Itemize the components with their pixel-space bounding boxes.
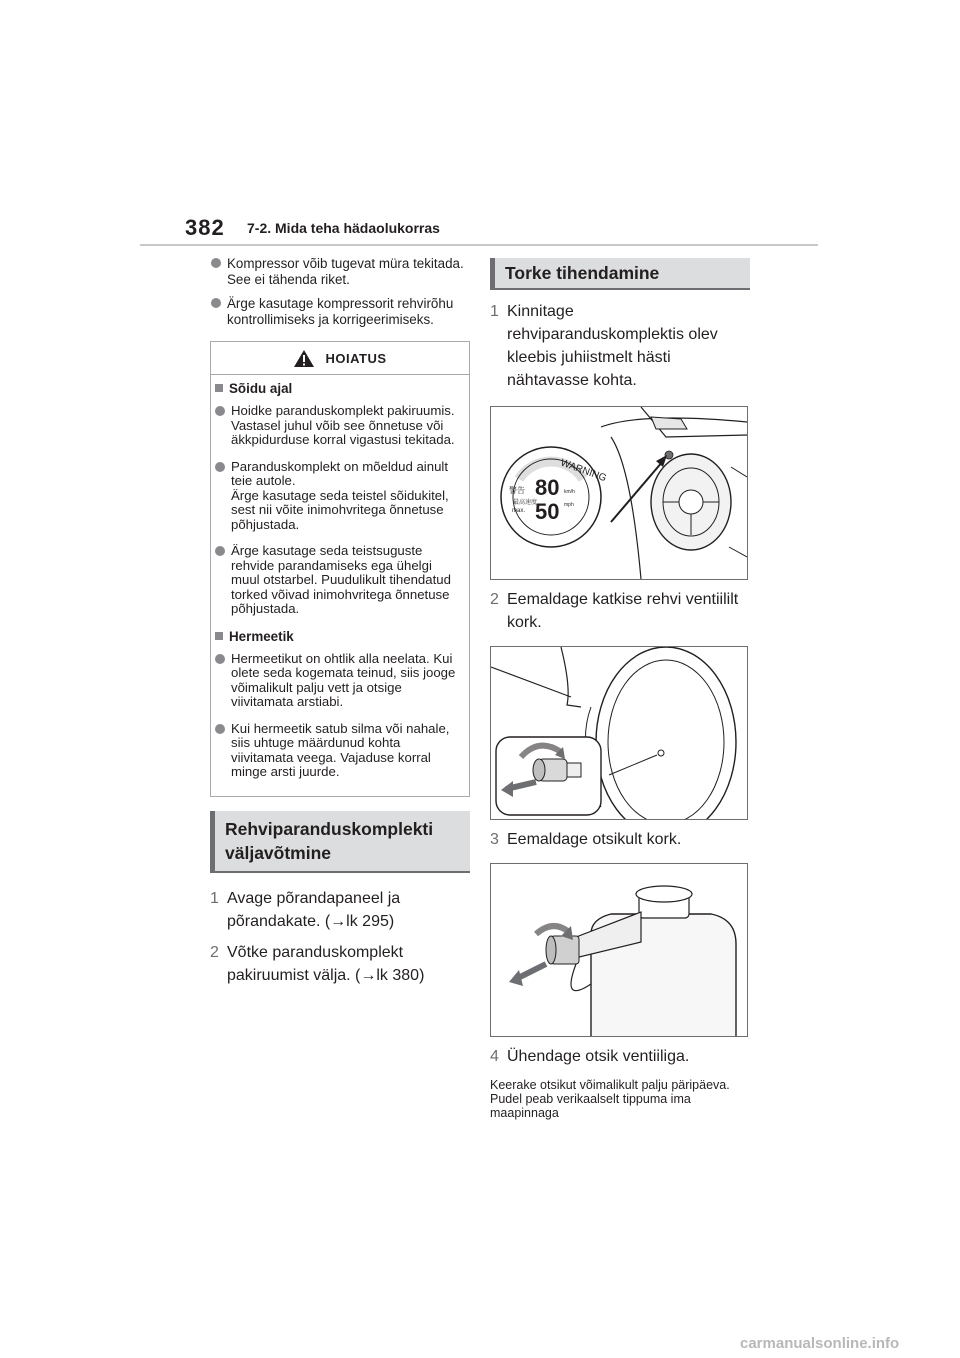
step-text: Eemaldage katkise rehvi ventiililt kork. bbox=[507, 591, 739, 631]
bullet-dot-icon bbox=[215, 406, 225, 416]
warning-item: Hermeetikut on ohtlik alla neelata. Kui olete seda kogemata teinud, siis jooge võimalikult palju vett ja otsige viivitamata arstiabi. bbox=[214, 652, 463, 710]
step bbox=[490, 588, 750, 634]
step bbox=[490, 1045, 750, 1068]
figure-sticker-placement bbox=[490, 406, 748, 580]
bullet-dot-icon bbox=[215, 654, 225, 664]
right-column bbox=[490, 258, 750, 1120]
figure-nozzle-cap bbox=[490, 863, 748, 1037]
warning-subheading: Sõidu ajal bbox=[214, 381, 463, 396]
intro-bullet bbox=[210, 296, 470, 327]
intro-bullet bbox=[210, 256, 470, 287]
section-title: 7-2. Mida teha hädaolukorras bbox=[247, 220, 440, 236]
step-text: Võtke paranduskomplekt pakiruumist välja. (→lk 380) bbox=[227, 943, 425, 984]
step-number: 2 bbox=[490, 591, 499, 608]
square-bullet-icon bbox=[215, 384, 223, 392]
warning-box bbox=[210, 341, 470, 797]
bullet-dot-icon bbox=[215, 546, 225, 556]
square-bullet-icon bbox=[215, 632, 223, 640]
step bbox=[490, 300, 750, 392]
warning-body bbox=[211, 375, 469, 780]
warning-item: Hoidke paranduskomplekt pakiruumis. Vastasel juhul võib see õnnetuse või äkkpidurduse korral vigastusi tekitada. bbox=[214, 404, 463, 448]
bullet-dot-icon bbox=[215, 462, 225, 472]
step-text: Kinnitage rehviparanduskomplektis olev kleebis juhiistmelt hästi nähtavasse kohta. bbox=[507, 303, 718, 389]
step bbox=[210, 887, 470, 933]
sticker-unit-kmh: km/h bbox=[564, 489, 575, 495]
step-number: 1 bbox=[210, 889, 219, 907]
section-heading: Rehviparanduskomplekti väljavõtmine bbox=[210, 811, 470, 873]
step-text: Ühendage otsik ventiiliga. bbox=[507, 1048, 690, 1065]
warning-item: Kui hermeetik satub silma või nahale, siis uhtuge määrdunud kohta viivitamata veega. Vajaduse korral minge arsti juurde. bbox=[214, 722, 463, 780]
step-number: 1 bbox=[490, 303, 499, 320]
sticker-unit-mph: mph bbox=[564, 502, 574, 508]
sticker-max-label: max. bbox=[512, 508, 526, 514]
page-number: 382 bbox=[185, 215, 225, 240]
sticker-illustration bbox=[491, 407, 747, 579]
bullet-dot-icon bbox=[211, 298, 221, 308]
figure-valve-cap bbox=[490, 646, 748, 820]
step-text: Eemaldage otsikult kork. bbox=[507, 831, 682, 848]
watermark: carmanualsonline.info bbox=[740, 1335, 900, 1352]
header-divider bbox=[140, 244, 818, 246]
warning-item: Ärge kasutage seda teistsuguste rehvide parandamiseks ega ühelgi muul otstarbel. Puudulikult tihendatud torked võivad inimohvritega õnnetuse põhjustada. bbox=[214, 544, 463, 617]
sticker-speed-kmh: 80 bbox=[535, 475, 560, 500]
step-note: Keerake otsikut võimalikult palju päripäeva. Pudel peab verikaalselt tippuma ima maapinnaga bbox=[490, 1078, 730, 1120]
warning-title: HOIATUS bbox=[325, 350, 387, 366]
bullet-text: Kompressor võib tugevat müra tekitada. See ei tähenda riket. bbox=[227, 256, 464, 287]
bullet-text: Ärge kasutage kompressorit rehvirõhu kontrollimiseks ja korrigeerimiseks. bbox=[227, 296, 454, 327]
sticker-speed-mph: 50 bbox=[535, 499, 560, 524]
sticker-jp-top: 警告 bbox=[509, 486, 525, 495]
sticker-warning-word: WARNING bbox=[558, 457, 608, 485]
valve-cap-illustration bbox=[491, 647, 747, 819]
bullet-dot-icon bbox=[215, 724, 225, 734]
nozzle-cap-illustration bbox=[491, 864, 747, 1036]
step-number: 2 bbox=[210, 943, 219, 961]
step bbox=[490, 828, 750, 851]
step bbox=[210, 941, 470, 987]
step-number: 4 bbox=[490, 1048, 499, 1065]
sticker-jp-mid: 最高速度 bbox=[513, 499, 538, 506]
left-column bbox=[210, 256, 470, 993]
step-text: Avage põrandapaneel ja põrandakate. (→lk 295) bbox=[227, 889, 401, 930]
section-heading: Torke tihendamine bbox=[490, 258, 750, 290]
step-number: 3 bbox=[490, 831, 499, 848]
warning-header bbox=[211, 342, 469, 375]
warning-subheading: Hermeetik bbox=[214, 629, 463, 644]
warning-item: Paranduskomplekt on mõeldud ainult teie autole. Ärge kasutage seda teistel sõidukitel, sest nii võite inimohvritega õnnetuse põhjustada. bbox=[214, 460, 463, 533]
bullet-dot-icon bbox=[211, 258, 221, 268]
warning-triangle-icon bbox=[293, 349, 315, 368]
